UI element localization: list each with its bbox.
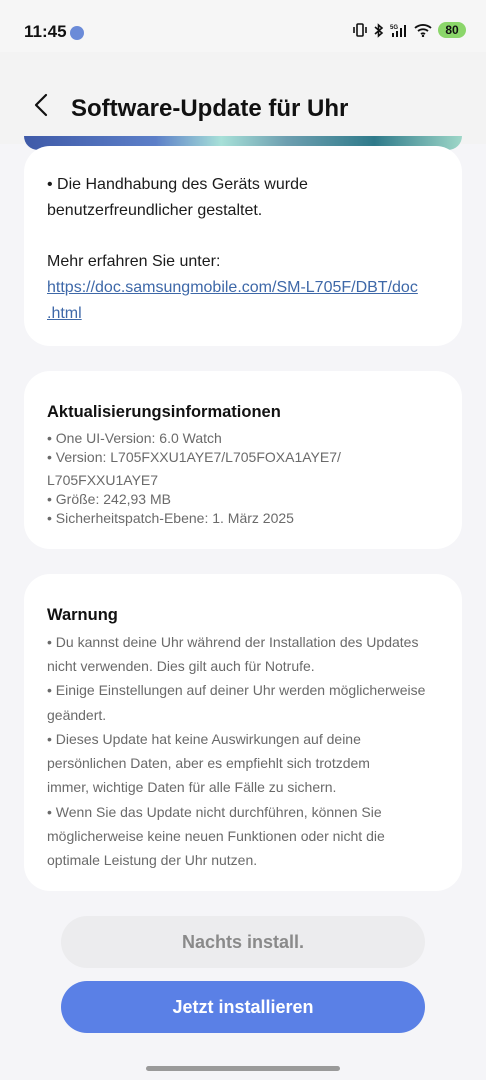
info-line: • Sicherheitspatch-Ebene: 1. März 2025 [47,510,294,526]
bluetooth-icon [374,23,384,38]
release-notes-card [24,146,462,346]
install-now-button[interactable]: Jetzt installieren [61,981,425,1033]
wifi-icon [414,23,432,37]
back-button[interactable] [26,90,56,120]
release-note-bullet: • Die Handhabung des Geräts wurde [47,176,308,193]
vibrate-icon [352,23,368,37]
info-line: L705FXXU1AYE7 [47,472,159,488]
signal-5g-icon [390,23,408,37]
warning-line: nicht verwenden. Dies gilt auch für Notrufe. [47,658,315,674]
doc-link[interactable]: https://doc.samsungmobile.com/SM-L705F/DBT/doc [47,279,418,296]
status-icons [352,22,466,38]
warning-line: geändert. [47,707,107,723]
notification-icon [70,26,84,40]
warning-line: persönlichen Daten, aber es empfiehlt sich trotzdem [47,755,370,771]
svg-text:5G: 5G [390,25,399,31]
info-line: • One UI-Version: 6.0 Watch [47,430,222,446]
warning-line: immer, wichtige Daten für alle Fälle zu sichern. [47,779,337,795]
update-info-heading: Aktualisierungsinformationen [47,403,281,421]
status-time: 11:45 [24,22,67,41]
install-overnight-button[interactable]: Nachts install. [61,916,425,968]
status-bar [0,0,486,52]
warning-heading: Warnung [47,606,118,624]
warning-line: • Wenn Sie das Update nicht durchführen, können Sie [47,804,382,820]
more-info-label: Mehr erfahren Sie unter: [47,253,221,270]
info-line: • Version: L705FXXU1AYE7/L705FOXA1AYE7/ [47,449,341,465]
update-info-card [24,371,462,549]
warning-line: • Dieses Update hat keine Auswirkungen auf deine [47,731,361,747]
home-indicator[interactable] [146,1066,340,1071]
release-note-bullet-cont: benutzerfreundlicher gestaltet. [47,202,263,219]
warning-line: • Du kannst deine Uhr während der Installation des Updates [47,634,419,650]
info-line: • Größe: 242,93 MB [47,491,171,507]
battery-icon: 80 [438,22,466,38]
warning-card [24,574,462,891]
warning-line: optimale Leistung der Uhr nutzen. [47,852,258,868]
doc-link-cont[interactable]: .html [47,305,82,322]
warning-line: möglicherweise keine neuen Funktionen oder nicht die [47,828,385,844]
app-bar [0,52,486,144]
warning-line: • Einige Einstellungen auf deiner Uhr werden möglicherweise [47,682,426,698]
chevron-left-icon [33,93,49,117]
page-title: Software-Update für Uhr [71,95,349,122]
